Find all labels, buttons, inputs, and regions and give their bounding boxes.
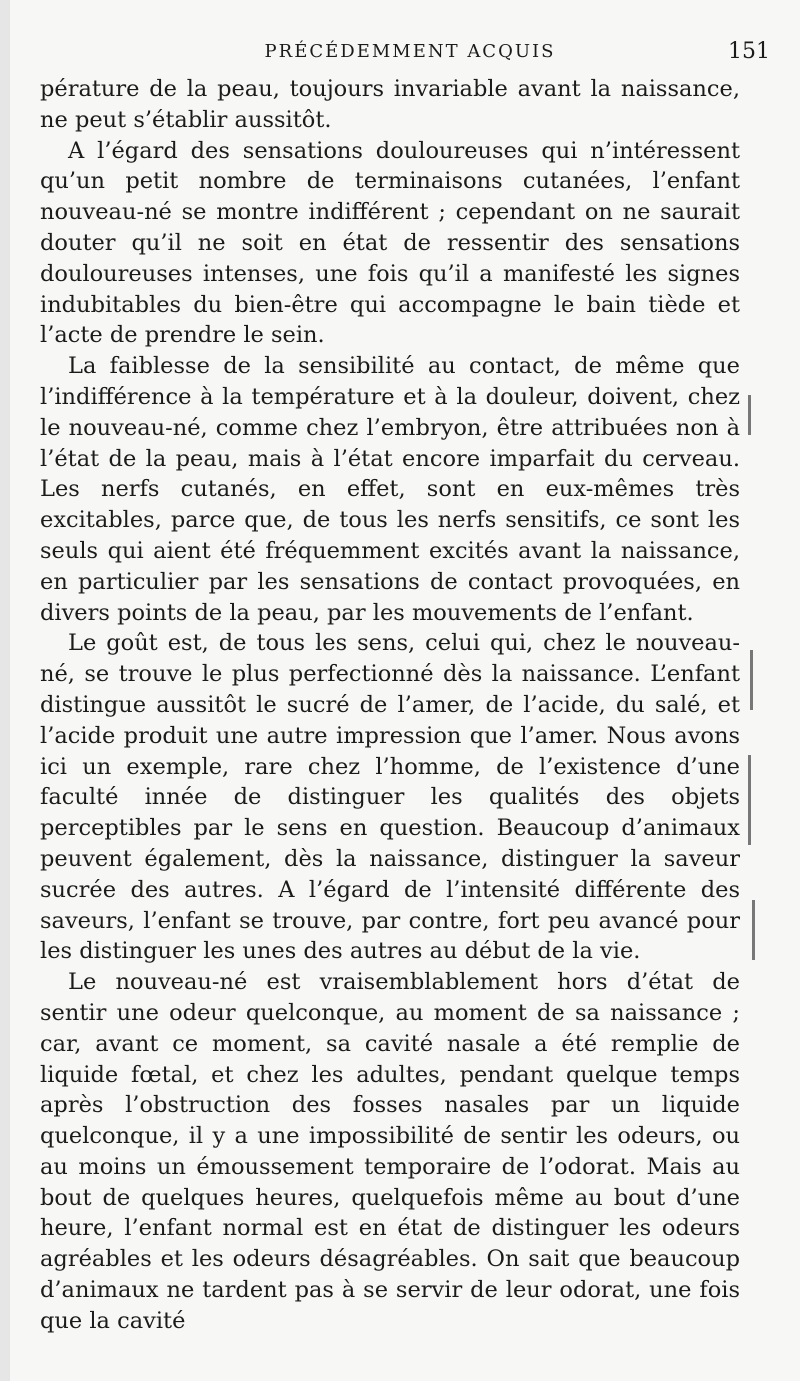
paragraph-continued: pérature de la peau, toujours invariable avant la naissance, ne peut s’établir aussitôt. <box>40 76 740 133</box>
body-text <box>40 74 740 1337</box>
margin-pencil-marks <box>748 395 762 975</box>
page-header <box>40 36 780 68</box>
paragraph-taste: Le goût est, de tous les sens, celui qui, chez le nouveau-né, se trouve le plus perfectionné dès la naissance. L’enfant distingue aussitôt le sucré de l’amer, de l’acide, du salé, et l’acide produit une autre impression que l’amer. Nous avons ici un exemple, rare chez l’homme, de l’existence d’une faculté innée de distinguer les qualités des objets perceptibles par le sens en question. Beaucoup d’animaux peuvent également, dès la naissance, distinguer la saveur sucrée des autres. A l’égard de l’intensité différente des saveurs, l’enfant se trouve, par contre, fort peu avancé pour les distinguer les unes des autres au début de la vie. <box>40 630 740 965</box>
paragraph-painful-sensations: A l’égard des sensations douloureuses qui n’intéressent qu’un petit nombre de terminaisons cutanées, l’enfant nouveau-né se montre indifférent ; cependant on ne saurait douter qu’il ne soit en état de ressentir des sensations douloureuses intenses, une fois qu’il a manifesté les signes indubitables du bien-être qui accompagne le bain tiède et l’acte de prendre le sein. <box>40 137 740 349</box>
margin-mark <box>750 650 753 710</box>
page-edge <box>0 0 10 1381</box>
margin-mark <box>748 395 751 435</box>
margin-mark <box>748 755 751 845</box>
margin-mark <box>752 900 755 960</box>
paragraph-smell: Le nouveau-né est vraisemblablement hors d’état de sentir une odeur quelconque, au moment de sa naissance ; car, avant ce moment, sa cavité nasale a été remplie de liquide fœtal, et chez les adultes, pendant quelque temps après l’obstruction des fosses nasales par un liquide quelconque, il y a une impossibilité de sentir les odeurs, ou au moins un émoussement temporaire de l’odorat. Mais au bout de quelques heures, quelquefois même au bout d’une heure, l’enfant normal est en état de distinguer les odeurs agréables et les odeurs désagréables. On sait que beaucoup d’animaux ne tardent pas à se servir de leur odorat, une fois que la cavité <box>40 969 740 1334</box>
running-title: PRÉCÉDEMMENT ACQUIS <box>264 41 556 62</box>
page-number: 151 <box>728 39 770 64</box>
paragraph-sensitivity: La faiblesse de la sensibilité au contact, de même que l’indifférence à la température et à la douleur, doivent, chez le nouveau-né, comme chez l’embryon, être attribuées non à l’état de la peau, mais à l’état encore imparfait du cerveau. Les nerfs cutanés, en effet, sont en eux-mêmes très excitables, parce que, de tous les nerfs sensitifs, ce sont les seuls qui aient été fréquemment excités avant la naissance, en particulier par les sensations de contact provoquées, en divers points de la peau, par les mouvements de l’enfant. <box>40 353 740 626</box>
